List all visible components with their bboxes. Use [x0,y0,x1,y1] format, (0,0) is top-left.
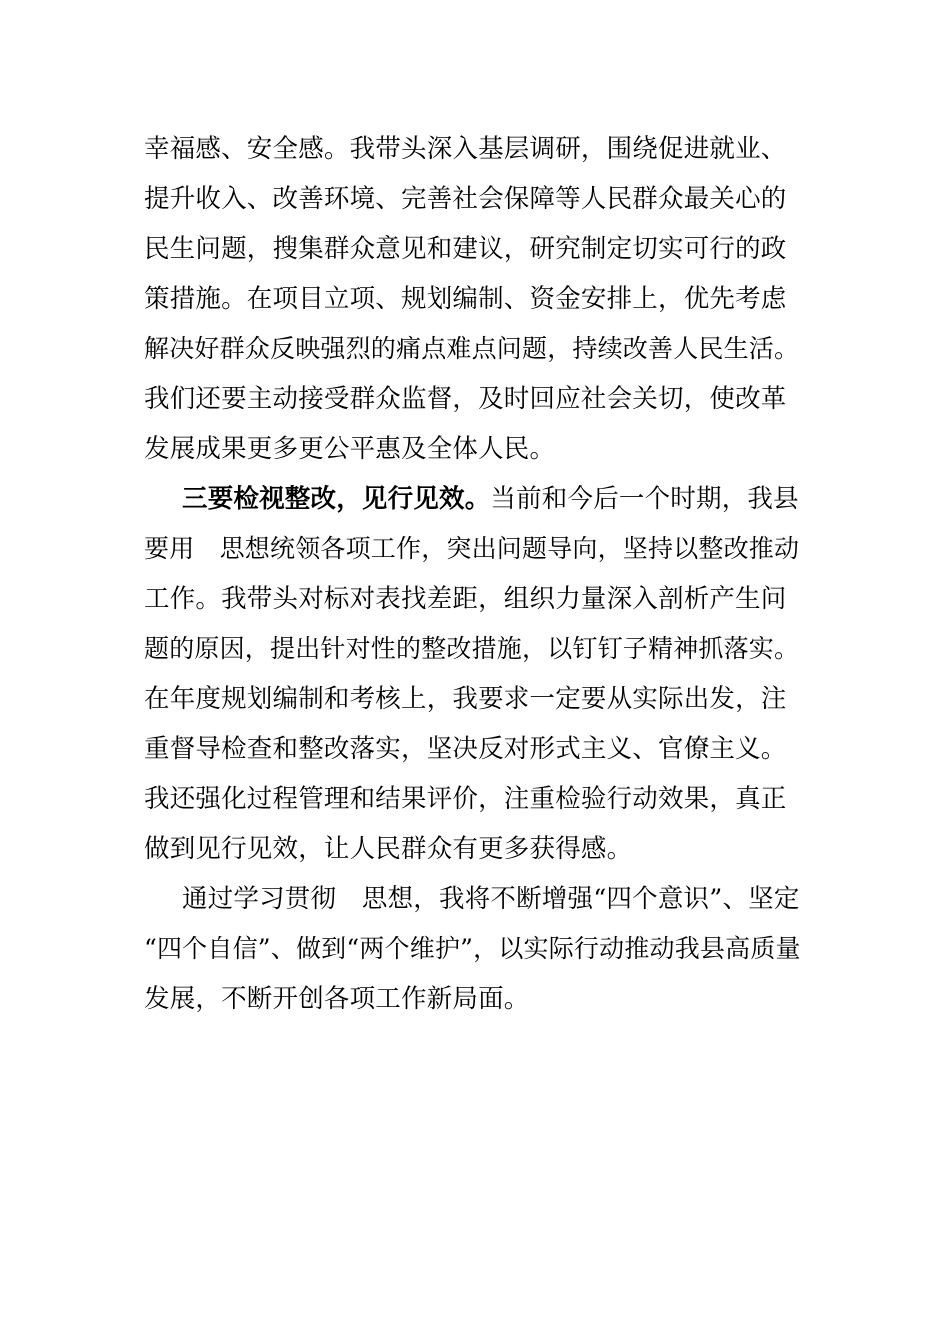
text-line: 在年度规划编制和考核上，我要求一定要从实际出发，注 [144,684,787,714]
text-line: 策措施。在项目立项、规划编制、资金安排上，优先考虑 [144,284,787,314]
text-line: 题的原因，提出针对性的整改措施，以钉钉子精神抓落实。 [144,634,800,663]
text-run: 当前和今后一个时期，我县 [490,484,799,514]
text-line: 工作。我带头对标对表找差距，组织力量深入剖析产生问 [144,584,787,614]
text-line: 做到见行见效，让人民群众有更多获得感。 [144,834,633,864]
document-page [144,124,809,1024]
text-line: 解决好群众反映强烈的痛点难点问题，持续改善人民生活。 [144,334,800,363]
paragraph-3 [144,874,809,1024]
paragraph-1 [144,124,809,474]
text-line: 提升收入、改善环境、完善社会保障等人民群众最关心的 [144,184,787,214]
text-line: 民生问题，搜集群众意见和建议，研究制定切实可行的政 [144,234,787,264]
text-line: 我们还要主动接受群众监督，及时回应社会关切，使改革 [144,384,787,414]
text-line: 发展，不断开创各项工作新局面。 [144,984,530,1014]
text-line: 我还强化过程管理和结果评价，注重检验行动效果，真正 [144,784,787,814]
paragraph-2 [144,474,809,874]
text-line-first [144,474,809,524]
text-line: 幸福感、安全感。我带头深入基层调研，围绕促进就业、 [144,134,787,164]
section-heading: 三要检视整改，见行见效。 [182,484,491,514]
text-line-first: 通过学习贯彻 思想，我将不断增强“四个意识”、坚定 [182,884,800,914]
text-line: 重督导检查和整改落实，坚决反对形式主义、官僚主义。 [144,734,787,764]
text-line: 要用 思想统领各项工作，突出问题导向，坚持以整改推动 [144,534,800,563]
text-line: 发展成果更多更公平惠及全体人民。 [144,434,556,464]
text-line: “四个自信”、做到“两个维护”，以实际行动推动我县高质量 [144,934,801,963]
